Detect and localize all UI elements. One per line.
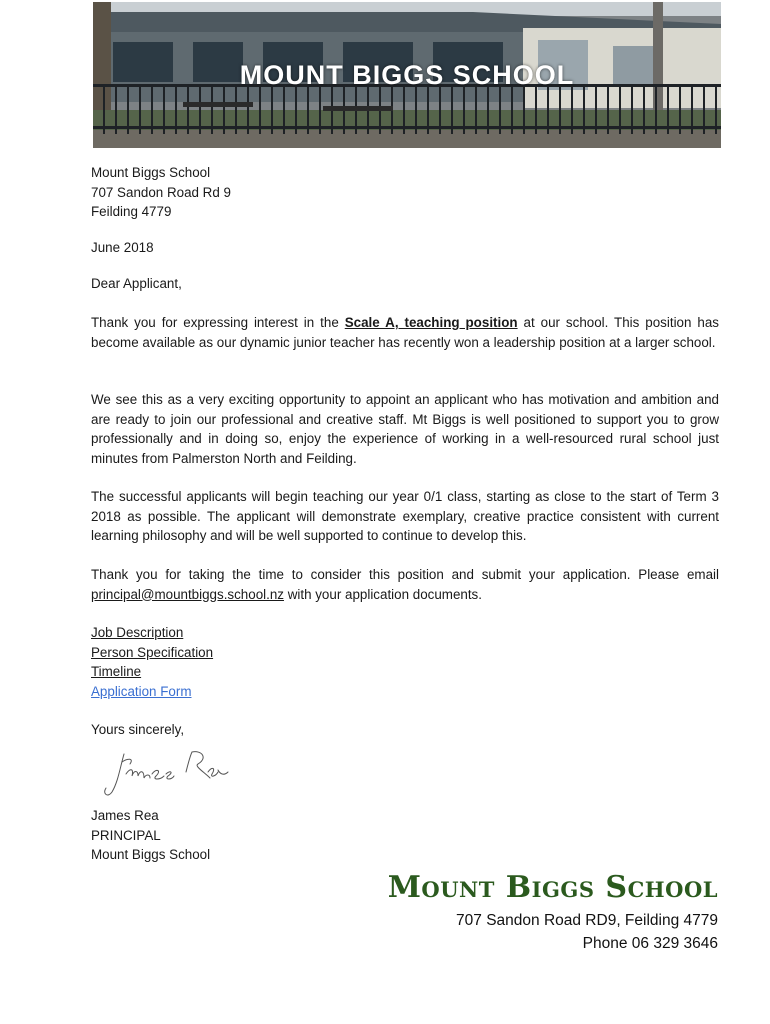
job-description-link[interactable]: Job Description (91, 625, 184, 640)
signatory-title: PRINCIPAL (91, 827, 161, 843)
closing: Yours sincerely, (91, 722, 185, 737)
handwritten-signature (100, 748, 240, 800)
person-specification-link[interactable]: Person Specification (91, 644, 214, 660)
timeline-link[interactable]: Timeline (91, 664, 142, 679)
paragraph-1-text: Thank you for expressing interest in the (91, 315, 345, 330)
signatory-school: Mount Biggs School (91, 847, 211, 862)
sender-town: Feilding 4779 (91, 204, 172, 219)
sender-street: 707 Sandon Road Rd 9 (91, 184, 231, 200)
position-link[interactable]: Scale A, teaching position (344, 315, 518, 330)
footer-school-name: Mount Biggs School (387, 870, 718, 905)
signature-block (91, 806, 719, 865)
salutation: Dear Applicant, (91, 276, 182, 291)
paragraph-4-text-end: with your application documents. (283, 586, 482, 602)
paragraph-3: The successful applicants will begin teaching our year 0/1 class, starting as close to the start of Term 3 2018 as possible. The applicant will demonstrate exemplary, creative practice consistent with current learning philosophy and will be well supported to continue to develop this. (91, 489, 719, 543)
paragraph-4 (91, 565, 719, 604)
letter-date: June 2018 (91, 240, 154, 255)
sender-address (91, 163, 719, 222)
paragraph-4-text: Thank you for taking the time to consider this position and submit your application. Please email (91, 567, 719, 582)
paragraph-1-text-end: at our school. This position has become available as our dynamic junior teacher has recently won a leadership position at a larger school. (91, 315, 719, 350)
footer-phone: Phone 06 329 3646 (582, 935, 718, 952)
banner-title: MOUNT BIGGS SCHOOL (239, 60, 575, 90)
header-banner-photo (93, 2, 721, 148)
document-links (91, 623, 719, 701)
application-form-link[interactable]: Application Form (91, 683, 192, 699)
paragraph-1 (91, 313, 719, 352)
footer-address: 707 Sandon Road RD9, Feilding 4779 (456, 912, 718, 929)
email-link[interactable]: principal@mountbiggs.school.nz (91, 586, 284, 602)
signatory-name: James Rea (91, 808, 159, 823)
paragraph-2: We see this as a very exciting opportunity to appoint an applicant who has motivation and ambition and are ready to join our professional and creative staff. Mt Biggs is well positioned to support you to grow professionally and in doing so, enjoy the experience of working in a well-resourced rural school just minutes from Palmerston North and Feilding. (91, 392, 719, 466)
sender-name: Mount Biggs School (91, 165, 211, 180)
